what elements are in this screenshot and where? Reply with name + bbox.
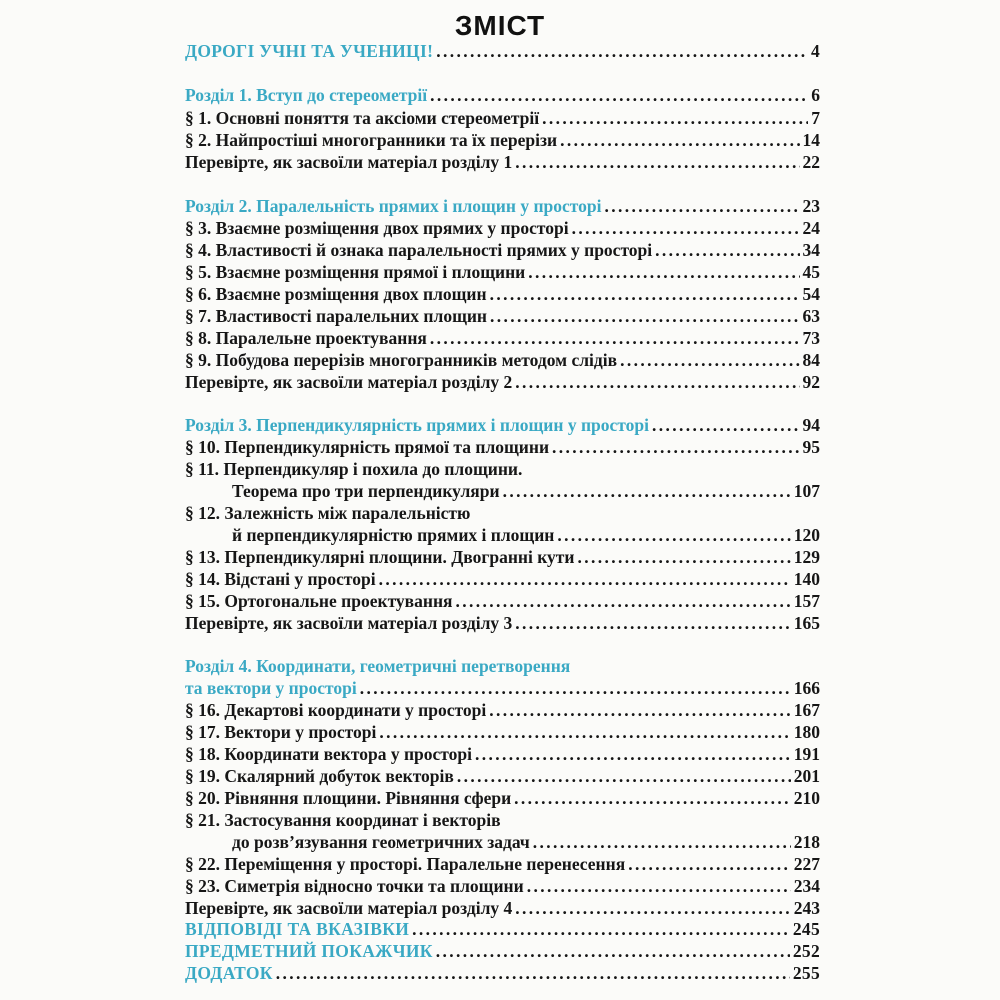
toc-page-number: 166	[793, 678, 820, 698]
toc-entry[interactable]	[185, 239, 820, 261]
toc-entry-text: § 11. Перпендикуляр і похила до площини.	[185, 459, 523, 479]
toc-leader-dots	[489, 699, 791, 721]
toc-entry-text: Розділ 2. Паралельність прямих і площин у просторі	[185, 196, 602, 216]
toc-page-number: 22	[802, 152, 820, 172]
toc-entry-text: § 2. Найпростіші многогранники та їх перерізи	[185, 130, 558, 150]
toc-entry[interactable]	[232, 480, 820, 502]
toc-entry[interactable]	[185, 195, 820, 217]
toc-leader-dots	[503, 480, 791, 502]
toc-page-number: 54	[802, 284, 820, 304]
toc-page-number: 243	[793, 898, 820, 918]
toc-entry-text: Перевірте, як засвоїли матеріал розділу 3	[185, 613, 513, 633]
toc-entry-text: § 19. Скалярний добуток векторів	[185, 766, 454, 786]
toc-page-number: 180	[793, 722, 820, 742]
toc-entry-text: § 13. Перпендикулярні площини. Двогранні кути	[185, 547, 575, 567]
toc-page-number: 140	[793, 569, 820, 589]
toc-leader-dots	[605, 195, 800, 217]
toc-entry-text: § 1. Основні поняття та аксіоми стереометрії	[185, 108, 540, 128]
toc-entry[interactable]	[185, 962, 820, 984]
toc-leader-dots	[490, 283, 800, 305]
toc-leader-dots	[578, 546, 791, 568]
toc-entry-text: ПРЕДМЕТНИЙ ПОКАЖЧИК	[185, 941, 433, 961]
toc-leader-dots	[515, 151, 799, 173]
toc-page-number: 84	[802, 350, 820, 370]
toc-entry[interactable]	[185, 414, 820, 436]
toc-entry[interactable]	[185, 699, 820, 721]
toc-page-number: 157	[793, 591, 820, 611]
toc-entry-text: § 7. Властивості паралельних площин	[185, 306, 488, 326]
toc-leader-dots	[276, 962, 790, 984]
toc-page-number: 165	[793, 613, 820, 633]
toc-entry-text: § 6. Взаємне розміщення двох площин	[185, 284, 487, 304]
toc-page-number: 210	[793, 788, 820, 808]
toc-leader-dots	[514, 787, 791, 809]
toc-page-number: 191	[793, 744, 820, 764]
toc-entry-text: й перпендикулярністю прямих і площин	[232, 525, 555, 545]
toc-page-number: 252	[792, 941, 820, 961]
toc-entry-text: § 5. Взаємне розміщення прямої і площини	[185, 262, 526, 282]
toc-entry-text: до розв’язування геометричних задач	[232, 832, 530, 852]
toc-entry-text: Розділ 3. Перпендикулярність прямих і площин у просторі	[185, 415, 649, 435]
toc-page-number: 63	[802, 306, 820, 326]
toc-entry[interactable]	[185, 590, 820, 612]
toc-page-number: 120	[793, 525, 820, 545]
toc-entry-text: § 22. Переміщення у просторі. Паралельне перенесення	[185, 854, 626, 874]
toc-entry[interactable]	[185, 217, 820, 239]
toc-leader-dots	[552, 436, 799, 458]
toc-entry[interactable]	[185, 327, 820, 349]
toc-leader-dots	[490, 305, 799, 327]
toc-leader-dots	[436, 40, 808, 62]
toc-entry-text: § 3. Взаємне розміщення двох прямих у просторі	[185, 218, 569, 238]
toc-page-number: 227	[793, 854, 820, 874]
toc-entry[interactable]	[185, 568, 820, 590]
toc-entry[interactable]	[185, 875, 820, 897]
toc-entry-text: § 23. Симетрія відносно точки та площини	[185, 876, 524, 896]
toc-page-number: 34	[802, 240, 820, 260]
toc-entry-text: Перевірте, як засвоїли матеріал розділу 2	[185, 372, 513, 392]
toc-leader-dots	[527, 875, 791, 897]
toc-page-number: 245	[792, 919, 820, 939]
toc-leader-dots	[379, 721, 790, 743]
toc-page-number: 255	[792, 963, 820, 983]
toc-entry[interactable]	[185, 349, 820, 371]
toc-entry[interactable]	[185, 436, 820, 458]
toc-leader-dots	[533, 831, 791, 853]
toc-entry-text: ДОРОГІ УЧНІ ТА УЧЕНИЦІ!	[185, 41, 434, 61]
toc-entry[interactable]	[185, 677, 820, 699]
toc-entry-text: § 9. Побудова перерізів многогранників методом слідів	[185, 350, 618, 370]
toc-entry[interactable]	[185, 129, 820, 151]
toc-entry[interactable]	[185, 546, 820, 568]
toc-page-number: 167	[793, 700, 820, 720]
toc-page-number: 6	[811, 85, 820, 105]
toc-page-number: 45	[802, 262, 820, 282]
toc-leader-dots	[528, 261, 799, 283]
toc-page-number: 218	[793, 832, 820, 852]
toc-entry-text: § 14. Відстані у просторі	[185, 569, 376, 589]
page-title: ЗМІСТ	[454, 10, 546, 41]
toc-entry-text: Розділ 1. Вступ до стереометрії	[185, 85, 428, 105]
toc-entry-text: ДОДАТОК	[185, 963, 273, 983]
toc-leader-dots	[457, 765, 791, 787]
toc-leader-dots	[620, 349, 799, 371]
toc-leader-dots	[379, 568, 791, 590]
toc-page-number: 95	[802, 437, 820, 457]
toc-page-number: 201	[793, 766, 820, 786]
toc-entry[interactable]	[185, 371, 820, 393]
toc-leader-dots	[515, 371, 799, 393]
toc-leader-dots	[430, 327, 800, 349]
toc-leader-dots	[542, 107, 808, 129]
toc-leader-dots	[475, 743, 791, 765]
toc-leader-dots	[628, 853, 791, 875]
toc-leader-dots	[436, 940, 790, 962]
toc-entry-text: ВІДПОВІДІ ТА ВКАЗІВКИ	[185, 919, 410, 939]
toc-entry-text: § 8. Паралельне проектування	[185, 328, 427, 348]
toc-entry[interactable]	[185, 305, 820, 327]
toc-page-number: 23	[802, 196, 820, 216]
toc-entry[interactable]	[185, 612, 820, 634]
toc-leader-dots	[515, 897, 790, 919]
toc-entry[interactable]	[185, 721, 820, 743]
toc-entry[interactable]	[185, 918, 820, 940]
toc-leader-dots	[430, 84, 808, 106]
toc-leader-dots	[652, 414, 800, 436]
toc-entry[interactable]	[185, 261, 820, 283]
toc-entry[interactable]	[232, 831, 820, 853]
toc-leader-dots	[360, 677, 791, 699]
toc-page-number: 94	[802, 415, 820, 435]
toc-entry[interactable]	[185, 151, 820, 173]
toc-entry-text: § 15. Ортогональне проектування	[185, 591, 453, 611]
toc-entry-text: § 18. Координати вектора у просторі	[185, 744, 473, 764]
toc-page-number: 24	[802, 218, 820, 238]
toc-entry-text: § 17. Вектори у просторі	[185, 722, 377, 742]
toc-entry[interactable]	[185, 40, 820, 62]
toc-entry-text: § 10. Перпендикулярність прямої та площини	[185, 437, 550, 457]
toc-entry-text: Теорема про три перпендикуляри	[232, 481, 500, 501]
toc-page-number: 129	[793, 547, 820, 567]
toc-page-number: 14	[802, 130, 820, 150]
toc-entry[interactable]	[185, 853, 820, 875]
toc-leader-dots	[412, 918, 790, 940]
toc-page-number: 4	[810, 41, 820, 61]
toc-page-number: 7	[811, 108, 820, 128]
toc-entry-text: та вектори у просторі	[185, 678, 357, 698]
toc-page-number: 73	[802, 328, 820, 348]
toc-page-number: 107	[793, 481, 820, 501]
toc-leader-dots	[572, 217, 800, 239]
toc-entry[interactable]	[185, 787, 820, 809]
toc-entry[interactable]	[185, 107, 820, 129]
toc-entry[interactable]	[185, 743, 820, 765]
toc-leader-dots	[456, 590, 791, 612]
toc-leader-dots	[557, 524, 790, 546]
toc-entry[interactable]	[185, 283, 820, 305]
toc-entry-text: § 21. Застосування координат і векторів	[185, 810, 501, 830]
toc-entry-text: Перевірте, як засвоїли матеріал розділу 4	[185, 898, 513, 918]
toc-page-number: 234	[793, 876, 820, 896]
toc-entry-text: Розділ 4. Координати, геометричні перетворення	[185, 656, 571, 676]
toc-entry[interactable]	[232, 524, 820, 546]
toc-entry-text: Перевірте, як засвоїли матеріал розділу 1	[185, 152, 513, 172]
toc-leader-dots	[515, 612, 790, 634]
toc-entry[interactable]	[185, 897, 820, 919]
toc-entry-text: § 16. Декартові координати у просторі	[185, 700, 487, 720]
toc-leader-dots	[560, 129, 799, 151]
toc-entry-text: § 4. Властивості й ознака паралельності прямих у просторі	[185, 240, 653, 260]
toc-entry-text: § 20. Рівняння площини. Рівняння сфери	[185, 788, 512, 808]
toc-leader-dots	[655, 239, 799, 261]
toc-entry[interactable]	[185, 940, 820, 962]
toc-entry[interactable]	[185, 84, 820, 106]
toc-entry[interactable]	[185, 765, 820, 787]
toc-entry-text: § 12. Залежність між паралельністю	[185, 503, 471, 523]
toc-page-number: 92	[802, 372, 820, 392]
